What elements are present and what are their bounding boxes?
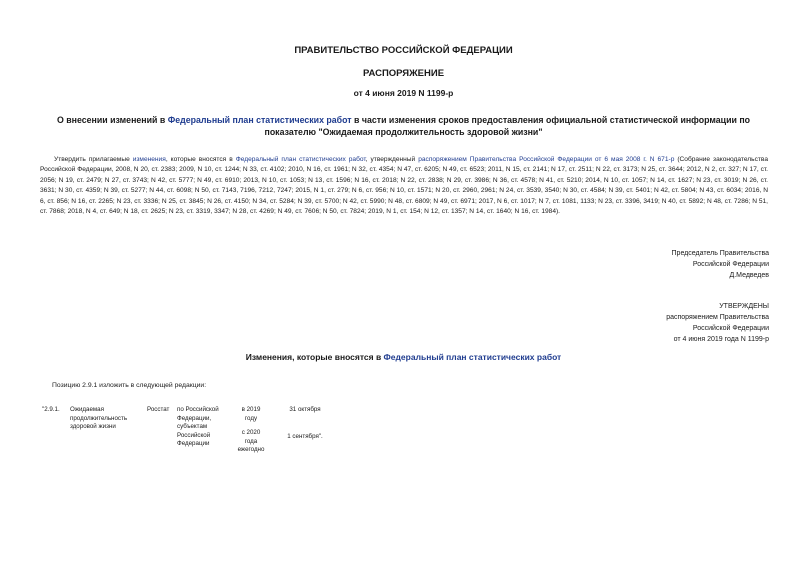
changes-title-text: Изменения, которые вносятся в (245, 352, 384, 362)
body-text-1: Утвердить прилагаемые (54, 156, 133, 163)
row-number: "2.9.1. (42, 406, 60, 413)
approval-line-2: распоряжением Правительства (666, 314, 769, 321)
signature-position: Председатель Правительства (671, 250, 769, 257)
plan-link[interactable]: Федеральный план статистических работ (235, 156, 366, 163)
title-text-2: в части изменения сроков предоставления официальной статистической информации по показателю "Ожидаемая продолжительность здоровой жизни" (264, 115, 751, 137)
resolution-paragraph (40, 155, 768, 217)
deadline-second: 1 сентября". (287, 432, 323, 440)
body-text-3: , утвержденный (365, 156, 419, 163)
period-line: году (244, 414, 258, 422)
government-header: ПРАВИТЕЛЬСТВО РОССИЙСКОЙ ФЕДЕРАЦИИ (294, 45, 513, 56)
scope-line: Российской (177, 431, 211, 439)
responsible-agency: Росстат (147, 406, 170, 413)
indicator-name (70, 406, 140, 432)
title-text-1: О внесении изменений в (56, 115, 168, 125)
approval-line-3: Российской Федерации (692, 325, 769, 332)
scope-line: Федерации (177, 440, 210, 448)
signature-name: Д.Медведев (729, 272, 769, 279)
scope-line: Федерации, (177, 414, 212, 422)
approval-heading: УТВЕРЖДЕНЫ (719, 303, 769, 310)
changes-link[interactable]: изменения (132, 156, 166, 163)
coverage-scope (177, 406, 237, 449)
scope-line: по Российской (177, 406, 219, 413)
body-text-4: (Собрание законодательства Российской Федерации, 2008, N 20, ст. 2383; 2009, N 10, ст. 1244; N 33, ст. 4102; 2010, N 16, ст. 1961; N 32, ст. 4354; N 47, ст. 6205; N 49, ст. 6523; 2011, N 15, ст. 2141; N 17, ст. 2511; N 22, ст. 3173; N 25, ст. 3644; 2012, N 2, ст. 327; N 17, ст. 2056; N 19, ст. 2479; N 27, ст. 3743; N 42, ст. 5777; N 49, ст. 6910; 2013, N 10, ст. 1053; N 13, ст. 1596; N 16, ст. 2018; N 22, ст. 2838; N 29, ст. 3986; N 36, ст. 4578; N 41, ст. 5210; 2014, N 10, ст. 1057; N 14, ст. 1627; N 23, ст. 3019; N 26, ст. 3631; N 30, ст. 4359; N 39, ст. 5277; N 44, ст. 6098; N 50, ст. 7143, 7196, 7212, 7247; 2015, N 1, ст. 279; N 6, ст. 956; N 10, ст. 1571; N 20, ст. 2960, 2961; N 24, ст. 3539, 3540; N 30, ст. 4584; N 39, ст. 5401; N 42, ст. 5804; N 43, ст. 6034; 2016, N 6, ст. 856; N 16, ст. 2265; N 23, ст. 3336; N 25, ст. 3845; N 26, ст. 4150; N 34, ст. 5284; N 39, ст. 5700; N 42, ст. 5990; N 48, ст. 6809; N 49, ст. 6971; 2017, N 6, ст. 1017; N 7, ст. 1081, 1133; N 23, ст. 3396, 3419; N 40, ст. 5892; N 48, ст. 7286; N 51, ст. 7868; 2018, N 4, ст. 649; N 18, ст. 2625; N 23, ст. 3319, 3347; N 28, ст. 4269; N 49, ст. 7606; N 50, ст. 7824; 2019, N 1, ст. 154; N 12, ст. 1357; N 14, ст. 1640; N 16, ст. 1984). (40, 156, 768, 216)
changes-plan-link[interactable]: Федеральный план статистических работ (383, 352, 562, 362)
approval-block (666, 301, 769, 345)
document-date-number: от 4 июня 2019 N 1199-р (353, 88, 454, 98)
period-line: года (244, 437, 258, 445)
deadlines (280, 406, 330, 441)
periodicity (231, 406, 271, 455)
changes-title (0, 352, 807, 362)
body-text-2: , которые вносятся в (165, 156, 236, 163)
deadline-first: 31 октября (289, 406, 321, 413)
approval-line-4: от 4 июня 2019 года N 1199-р (673, 336, 769, 343)
document-type: РАСПОРЯЖЕНИЕ (362, 68, 445, 79)
decree-link[interactable]: распоряжением Правительства Российской Федерации от 6 мая 2008 г. N 671-р (418, 156, 675, 163)
signature-block (672, 248, 769, 281)
indicator-name-line: Ожидаемая (70, 406, 104, 413)
federal-plan-link[interactable]: Федеральный план статистических работ (167, 115, 352, 125)
position-note: Позицию 2.9.1 изложить в следующей редакции: (52, 382, 207, 389)
indicator-name-line: продолжительность (70, 414, 128, 422)
document-title (50, 114, 757, 138)
signature-country: Российской Федерации (692, 261, 769, 268)
period-line: ежегодно (237, 446, 265, 454)
period-line: в 2019 (241, 406, 261, 413)
scope-line: субъектам (177, 423, 208, 431)
period-line: с 2020 (241, 429, 261, 437)
indicator-name-line: здоровой жизни (70, 423, 116, 431)
